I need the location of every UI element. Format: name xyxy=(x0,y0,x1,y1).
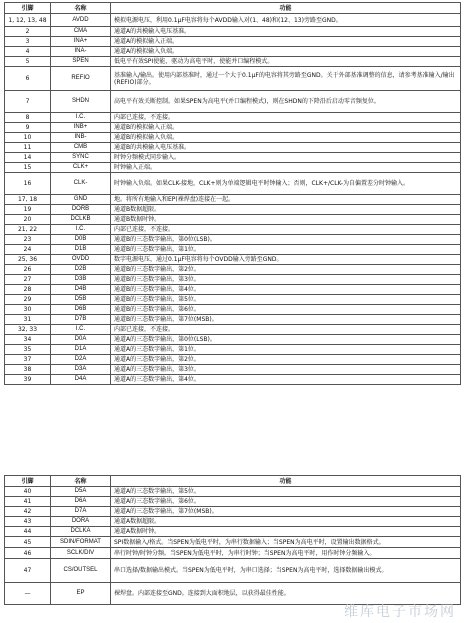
name-cell: D7B xyxy=(51,315,111,325)
pin-cell: 19 xyxy=(5,205,51,215)
table-row xyxy=(5,285,461,295)
function-cell: 通道A的三态数字输出，第6位。 xyxy=(111,497,461,507)
name-cell: CMA xyxy=(51,27,111,37)
function-cell: 内部已连接，不连接。 xyxy=(111,325,461,335)
table-row xyxy=(5,57,461,67)
table-row xyxy=(5,205,461,215)
function-cell: 通道A的三态数字输出，第3位。 xyxy=(111,365,461,375)
pin-table-2-body xyxy=(5,487,461,605)
function-cell: 串行时钟/时钟分频。当SPEN为低电平时，为串行时钟；当SPEN为高电平时，用作时钟分频输入。 xyxy=(111,548,461,559)
name-cell: I.C. xyxy=(51,225,111,235)
table-row xyxy=(5,265,461,275)
pin-cell: 34 xyxy=(5,335,51,345)
pin-cell: 2 xyxy=(5,27,51,37)
name-cell: D0A xyxy=(51,335,111,345)
pin-cell: 35 xyxy=(5,345,51,355)
pin-cell: 10 xyxy=(5,133,51,143)
name-cell: SYNC xyxy=(51,153,111,163)
function-cell: 通道B的三态数字输出，第3位。 xyxy=(111,275,461,285)
pin-cell: 32, 33 xyxy=(5,325,51,335)
name-cell: CS/OUTSEL xyxy=(51,559,111,583)
name-cell: DCLKA xyxy=(51,527,111,537)
function-cell: 数字电源电压，通过0.1μF电容将每个OVDD输入旁路至GND。 xyxy=(111,255,461,265)
name-cell: SDIN/FORMAT xyxy=(51,537,111,548)
name-cell: CLK- xyxy=(51,173,111,195)
table-row xyxy=(5,14,461,27)
pin-cell: 3 xyxy=(5,37,51,47)
pin-cell: 44 xyxy=(5,527,51,537)
pin-table-1-body xyxy=(5,14,461,385)
name-cell: INA- xyxy=(51,47,111,57)
table-row xyxy=(5,195,461,205)
table-row xyxy=(5,365,461,375)
table-row xyxy=(5,113,461,123)
pin-cell: 9 xyxy=(5,123,51,133)
pin-cell: 46 xyxy=(5,548,51,559)
name-cell: D3A xyxy=(51,365,111,375)
function-cell: 裸焊盘。内部连接至GND。连接到大面积地层，以获得最佳性能。 xyxy=(111,583,461,605)
name-cell: SCLK/DIV xyxy=(51,548,111,559)
function-cell: 通道B的三态数字输出，第5位。 xyxy=(111,295,461,305)
table-row xyxy=(5,133,461,143)
pin-cell: 47 xyxy=(5,559,51,583)
function-cell: 通道A的共模输入电压基准。 xyxy=(111,27,461,37)
name-cell: D1B xyxy=(51,245,111,255)
table-row xyxy=(5,163,461,173)
function-cell: 通道B数据时钟。 xyxy=(111,215,461,225)
name-cell: D6A xyxy=(51,497,111,507)
table-header-row xyxy=(5,3,461,14)
pin-cell: 40 xyxy=(5,487,51,497)
function-cell: 基准输入/输出。使用内部基准时，通过一个大于0.1μF的电容将其旁路至GND。关于外部基准调整的信息，请参考基准输入/输出(REFIO)部分。 xyxy=(111,67,461,91)
pin-cell: 14 xyxy=(5,153,51,163)
function-cell: 高电平有效关断控制。如果SPEN为高电平(并口编程模式)，则在SHDN的下降沿后启动零音频复位。 xyxy=(111,91,461,113)
pin-cell: 7 xyxy=(5,91,51,113)
function-cell: 通道A数据时钟。 xyxy=(111,527,461,537)
function-cell: 通道A的三态数字输出，第2位。 xyxy=(111,355,461,365)
name-cell: D5B xyxy=(51,295,111,305)
function-cell: 时钟分频模式同步输入。 xyxy=(111,153,461,163)
name-cell: DORB xyxy=(51,205,111,215)
function-cell: 通道A数据超限。 xyxy=(111,517,461,527)
pin-cell: — xyxy=(5,583,51,605)
name-cell: I.C. xyxy=(51,113,111,123)
table-header-row xyxy=(5,476,461,487)
table-row xyxy=(5,537,461,548)
table-row xyxy=(5,497,461,507)
name-cell: SHDN xyxy=(51,91,111,113)
function-cell: 通道B的三态数字输出，第7位(MSB)。 xyxy=(111,315,461,325)
function-cell: 通道B的模拟输入正端。 xyxy=(111,123,461,133)
function-cell: 串口选择/数据输出模式。当SPEN为低电平时，为串口选择；当SPEN为高电平时，选择数据输出模式。 xyxy=(111,559,461,583)
name-cell: D7A xyxy=(51,507,111,517)
header-pin: 引脚 xyxy=(5,476,51,487)
pin-cell: 15 xyxy=(5,163,51,173)
name-cell: EP xyxy=(51,583,111,605)
function-cell: 低电平有效SPI使能，驱动为高电平时，使能并口编程模式。 xyxy=(111,57,461,67)
pin-cell: 38 xyxy=(5,365,51,375)
name-cell: D4B xyxy=(51,285,111,295)
pin-cell: 23 xyxy=(5,235,51,245)
pin-cell: 28 xyxy=(5,285,51,295)
pin-cell: 43 xyxy=(5,517,51,527)
name-cell: OVDD xyxy=(51,255,111,265)
header-pin: 引脚 xyxy=(5,3,51,14)
name-cell: GND xyxy=(51,195,111,205)
function-cell: 通道B的三态数字输出，第4位。 xyxy=(111,285,461,295)
pin-cell: 29 xyxy=(5,295,51,305)
function-cell: 内部已连接，不连接。 xyxy=(111,225,461,235)
name-cell: INA+ xyxy=(51,37,111,47)
function-cell: 通道A的三态数字输出，第4位。 xyxy=(111,375,461,385)
table-row xyxy=(5,123,461,133)
table-row xyxy=(5,295,461,305)
header-name: 名称 xyxy=(51,476,111,487)
pin-cell: 30 xyxy=(5,305,51,315)
table-row xyxy=(5,345,461,355)
function-cell: 通道B的三态数字输出，第1位。 xyxy=(111,245,461,255)
table-row xyxy=(5,275,461,285)
pin-cell: 31 xyxy=(5,315,51,325)
name-cell: D4A xyxy=(51,375,111,385)
function-cell: 通道B的三态数字输出，第6位。 xyxy=(111,305,461,315)
name-cell: D3B xyxy=(51,275,111,285)
function-cell: 时钟输入正端。 xyxy=(111,163,461,173)
table-row xyxy=(5,47,461,57)
name-cell: D2B xyxy=(51,265,111,275)
name-cell: DCLKB xyxy=(51,215,111,225)
name-cell: CLK+ xyxy=(51,163,111,173)
table-row xyxy=(5,335,461,345)
pin-cell: 24 xyxy=(5,245,51,255)
table-row xyxy=(5,225,461,235)
function-cell: 通道B数据超限。 xyxy=(111,205,461,215)
function-cell: 通道B的模拟输入负端。 xyxy=(111,133,461,143)
pin-table-1 xyxy=(4,2,461,385)
table-row xyxy=(5,315,461,325)
name-cell: INB- xyxy=(51,133,111,143)
table-row xyxy=(5,173,461,195)
function-cell: 内部已连接，不连接。 xyxy=(111,113,461,123)
table-row xyxy=(5,305,461,315)
table-row xyxy=(5,559,461,583)
name-cell: SPEN xyxy=(51,57,111,67)
name-cell: D6B xyxy=(51,305,111,315)
function-cell: 通道B的三态数字输出，第0位(LSB)。 xyxy=(111,235,461,245)
name-cell: D1A xyxy=(51,345,111,355)
header-function: 功能 xyxy=(111,476,461,487)
table-row xyxy=(5,548,461,559)
pin-cell: 41 xyxy=(5,497,51,507)
function-cell: 通道A的三态数字输出，第1位。 xyxy=(111,345,461,355)
pin-cell: 45 xyxy=(5,537,51,548)
function-cell: 通道A的模拟输入负端。 xyxy=(111,47,461,57)
table-row xyxy=(5,245,461,255)
header-name: 名称 xyxy=(51,3,111,14)
table-row xyxy=(5,235,461,245)
function-cell: 通道B的三态数字输出，第2位。 xyxy=(111,265,461,275)
pin-cell: 20 xyxy=(5,215,51,225)
table-row xyxy=(5,375,461,385)
pin-cell: 4 xyxy=(5,47,51,57)
table-row xyxy=(5,27,461,37)
name-cell: INB+ xyxy=(51,123,111,133)
table-row xyxy=(5,215,461,225)
pin-cell: 42 xyxy=(5,507,51,517)
pin-cell: 37 xyxy=(5,355,51,365)
function-cell: 通道A的三态数字输出，第0位(LSB)。 xyxy=(111,335,461,345)
table-row xyxy=(5,153,461,163)
table-row xyxy=(5,37,461,47)
function-cell: 通道A的三态数字输出，第5位。 xyxy=(111,487,461,497)
pin-cell: 21, 22 xyxy=(5,225,51,235)
table-row xyxy=(5,325,461,335)
function-cell: 地。将所有地输入和EP(裸焊盘)连接在一起。 xyxy=(111,195,461,205)
name-cell: D0B xyxy=(51,235,111,245)
function-cell: 通道A的三态数字输出，第7位(MSB)。 xyxy=(111,507,461,517)
table-row xyxy=(5,143,461,153)
pin-cell: 39 xyxy=(5,375,51,385)
pin-cell: 11 xyxy=(5,143,51,153)
name-cell: I.C. xyxy=(51,325,111,335)
function-cell: SPI数据输入/格式。当SPEN为低电平时，为串行数据输入；当SPEN为高电平时，设置输出数据格式。 xyxy=(111,537,461,548)
name-cell: D5A xyxy=(51,487,111,497)
name-cell: AVDD xyxy=(51,14,111,27)
table-row xyxy=(5,507,461,517)
name-cell: DORA xyxy=(51,517,111,527)
table-row xyxy=(5,255,461,265)
name-cell: REFIO xyxy=(51,67,111,91)
name-cell: CMB xyxy=(51,143,111,153)
table-row xyxy=(5,527,461,537)
pin-cell: 5 xyxy=(5,57,51,67)
function-cell: 通道B的共模输入电压基准。 xyxy=(111,143,461,153)
pin-table-2 xyxy=(4,475,461,605)
pin-cell: 1, 12, 13, 48 xyxy=(5,14,51,27)
function-cell: 通道A的模拟输入正端。 xyxy=(111,37,461,47)
pin-cell: 25, 36 xyxy=(5,255,51,265)
watermark-logo: 维库电子市场网 xyxy=(344,604,456,620)
pin-cell: 27 xyxy=(5,275,51,285)
function-cell: 时钟输入负端。如果CLK-接地，CLK+则为单端逻辑电平时钟输入；否则，CLK+/CLK-为自偏置差分时钟输入。 xyxy=(111,173,461,195)
pin-cell: 8 xyxy=(5,113,51,123)
table-row xyxy=(5,517,461,527)
table-row xyxy=(5,91,461,113)
table-row xyxy=(5,67,461,91)
table-row xyxy=(5,487,461,497)
pin-cell: 17, 18 xyxy=(5,195,51,205)
function-cell: 模拟电源电压，利用0.1μF电容将每个AVDD输入对(1、48)和(12、13)旁路至GND。 xyxy=(111,14,461,27)
header-function: 功能 xyxy=(111,3,461,14)
pin-cell: 6 xyxy=(5,67,51,91)
pin-cell: 26 xyxy=(5,265,51,275)
name-cell: D2A xyxy=(51,355,111,365)
pin-cell: 16 xyxy=(5,173,51,195)
table-row xyxy=(5,355,461,365)
